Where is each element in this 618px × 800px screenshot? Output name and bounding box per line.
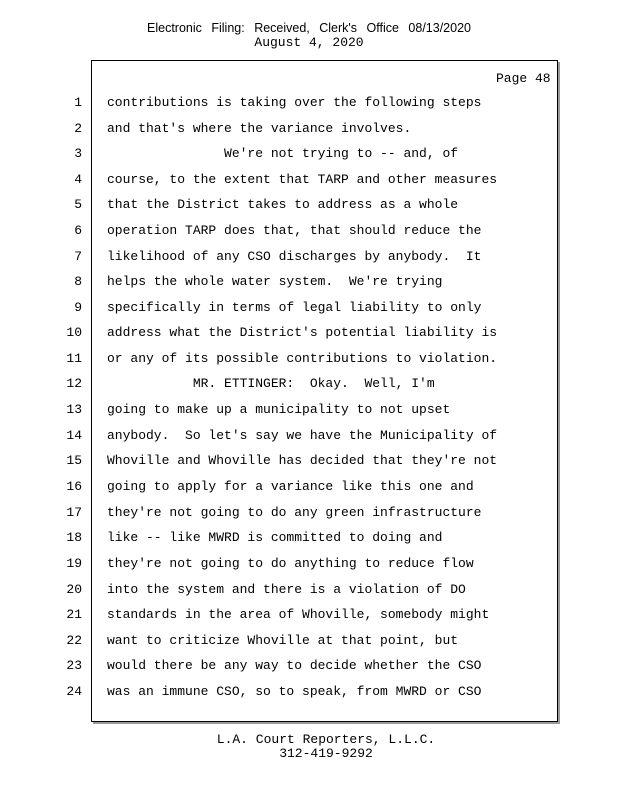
transcript-line: contributions is taking over the following steps: [107, 95, 482, 110]
line-number: 9: [74, 300, 82, 315]
court-reporter-phone: 312-419-9292: [279, 746, 373, 761]
court-reporter-name: L.A. Court Reporters, L.L.C.: [216, 732, 436, 747]
line-number: 23: [66, 658, 82, 673]
filing-stamp: Electronic Filing: Received, Clerk's Office 08/13/2020: [147, 21, 471, 35]
line-number: 8: [74, 274, 82, 289]
transcript-line: MR. ETTINGER: Okay. Well, I'm: [107, 376, 435, 391]
line-number: 1: [74, 95, 82, 110]
page-number: Page 48: [496, 71, 551, 86]
transcript-line: standards in the area of Whoville, somebody might: [107, 607, 490, 622]
line-number: 20: [66, 582, 82, 597]
line-number: 18: [66, 530, 82, 545]
line-number: 21: [66, 607, 82, 622]
line-number: 16: [66, 479, 82, 494]
transcript-line: and that's where the variance involves.: [107, 121, 412, 136]
transcript-line: anybody. So let's say we have the Municipality of: [107, 428, 498, 443]
line-number: 15: [66, 453, 82, 468]
transcript-date: August 4, 2020: [254, 35, 364, 50]
line-number: 2: [74, 121, 82, 136]
transcript-line: or any of its possible contributions to violation.: [107, 351, 498, 366]
line-number: 19: [66, 556, 82, 571]
transcript-line: specifically in terms of legal liability to only: [107, 300, 482, 315]
transcript-line: operation TARP does that, that should reduce the: [107, 223, 482, 238]
transcript-line: that the District takes to address as a whole: [107, 197, 459, 212]
line-number: 10: [66, 325, 82, 340]
transcript-line: into the system and there is a violation of DO: [107, 582, 466, 597]
line-number: 12: [66, 376, 82, 391]
transcript-line: they're not going to do anything to reduce flow: [107, 556, 474, 571]
transcript-line: want to criticize Whoville at that point, but: [107, 633, 459, 648]
line-number: 22: [66, 633, 82, 648]
transcript-line: like -- like MWRD is committed to doing and: [107, 530, 443, 545]
line-number: 11: [66, 351, 82, 366]
transcript-line: going to make up a municipality to not upset: [107, 402, 451, 417]
transcript-line: We're not trying to -- and, of: [107, 146, 459, 161]
transcript-line: Whoville and Whoville has decided that they're not: [107, 453, 498, 468]
transcript-line: likelihood of any CSO discharges by anybody. It: [107, 249, 482, 264]
line-number: 13: [66, 402, 82, 417]
transcript-line: going to apply for a variance like this one and: [107, 479, 474, 494]
transcript-line: helps the whole water system. We're trying: [107, 274, 443, 289]
line-number: 7: [74, 249, 82, 264]
line-number: 17: [66, 505, 82, 520]
transcript-line: they're not going to do any green infrastructure: [107, 505, 482, 520]
line-number: 6: [74, 223, 82, 238]
line-number: 5: [74, 197, 82, 212]
transcript-line: was an immune CSO, so to speak, from MWRD or CSO: [107, 684, 482, 699]
transcript-line: course, to the extent that TARP and other measures: [107, 172, 498, 187]
transcript-line: address what the District's potential liability is: [107, 325, 498, 340]
transcript-line: would there be any way to decide whether the CSO: [107, 658, 482, 673]
line-number: 24: [66, 684, 82, 699]
line-number: 4: [74, 172, 82, 187]
line-number: 14: [66, 428, 82, 443]
line-number: 3: [74, 146, 82, 161]
